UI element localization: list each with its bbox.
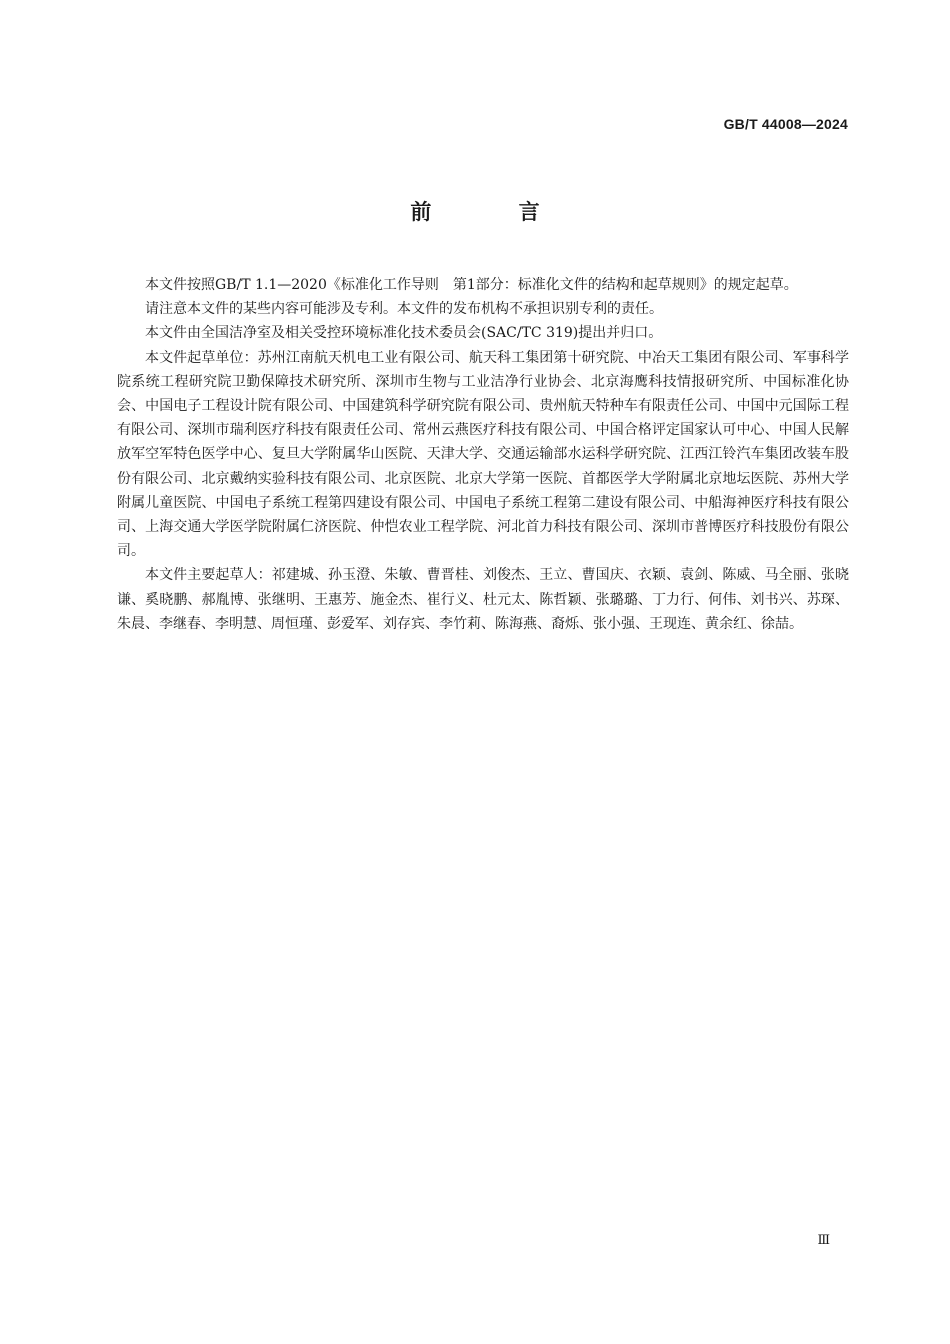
paragraph-proposer: 本文件由全国洁净室及相关受控环境标准化技术委员会(SAC/TC 319)提出并归口。 <box>145 325 663 342</box>
paragraph-drafters: 本文件主要起草人：祁建城、孙玉澄、朱敏、曹晋桂、刘俊杰、王立、曹国庆、衣颖、袁剑、陈威、马全丽、张晓谦、奚晓鹏、郝胤博、张继明、王惠芳、施金杰、崔行义、杜元太、陈哲颖、张璐璐、丁力行、何伟、刘书兴、苏琛、朱晨、李继春、李明慧、周恒瑾、彭爱军、刘存宾、李竹莉、陈海燕、裔烁、张小强、王现连、黄余红、徐喆。 <box>117 567 849 632</box>
paragraph-drafting-rules: 本文件按照GB/T 1.1—2020《标准化工作导则 第1部分：标准化文件的结构和起草规则》的规定起草。 <box>145 277 798 293</box>
paragraph-drafting-units: 本文件起草单位：苏州江南航天机电工业有限公司、航天科工集团第十研究院、中冶天工集团有限公司、军事科学院系统工程研究院卫勤保障技术研究所、深圳市生物与工业洁净行业协会、北京海鹰科技情报研究所、中国标准化协会、中国电子工程设计院有限公司、中国建筑科学研究院有限公司、贵州航天特种车有限责任公司、中国中元国际工程有限公司、深圳市瑞利医疗科技有限责任公司、常州云燕医疗科技有限公司、中国合格评定国家认可中心、中国人民解放军空军特色医学中心、复旦大学附属华山医院、天津大学、交通运输部水运科学研究院、江西江铃汽车集团改装车股份有限公司、北京戴纳实验科技有限公司、北京医院、北京大学第一医院、首都医学大学附属北京地坛医院、苏州大学附属儿童医院、中国电子系统工程第四建设有限公司、中国电子系统工程第二建设有限公司、中船海神医疗科技有限公司、上海交通大学医学院附属仁济医院、仲恺农业工程学院、河北首力科技有限公司、深圳市普博医疗科技股份有限公司。 <box>117 349 849 560</box>
document-code: GB/T 44008—2024 <box>723 116 848 132</box>
foreword-body <box>117 273 849 636</box>
page-number: Ⅲ <box>817 1233 830 1248</box>
page-title: 前 言 <box>410 200 580 224</box>
paragraph-patent-notice: 请注意本文件的某些内容可能涉及专利。本文件的发布机构不承担识别专利的责任。 <box>145 301 663 318</box>
